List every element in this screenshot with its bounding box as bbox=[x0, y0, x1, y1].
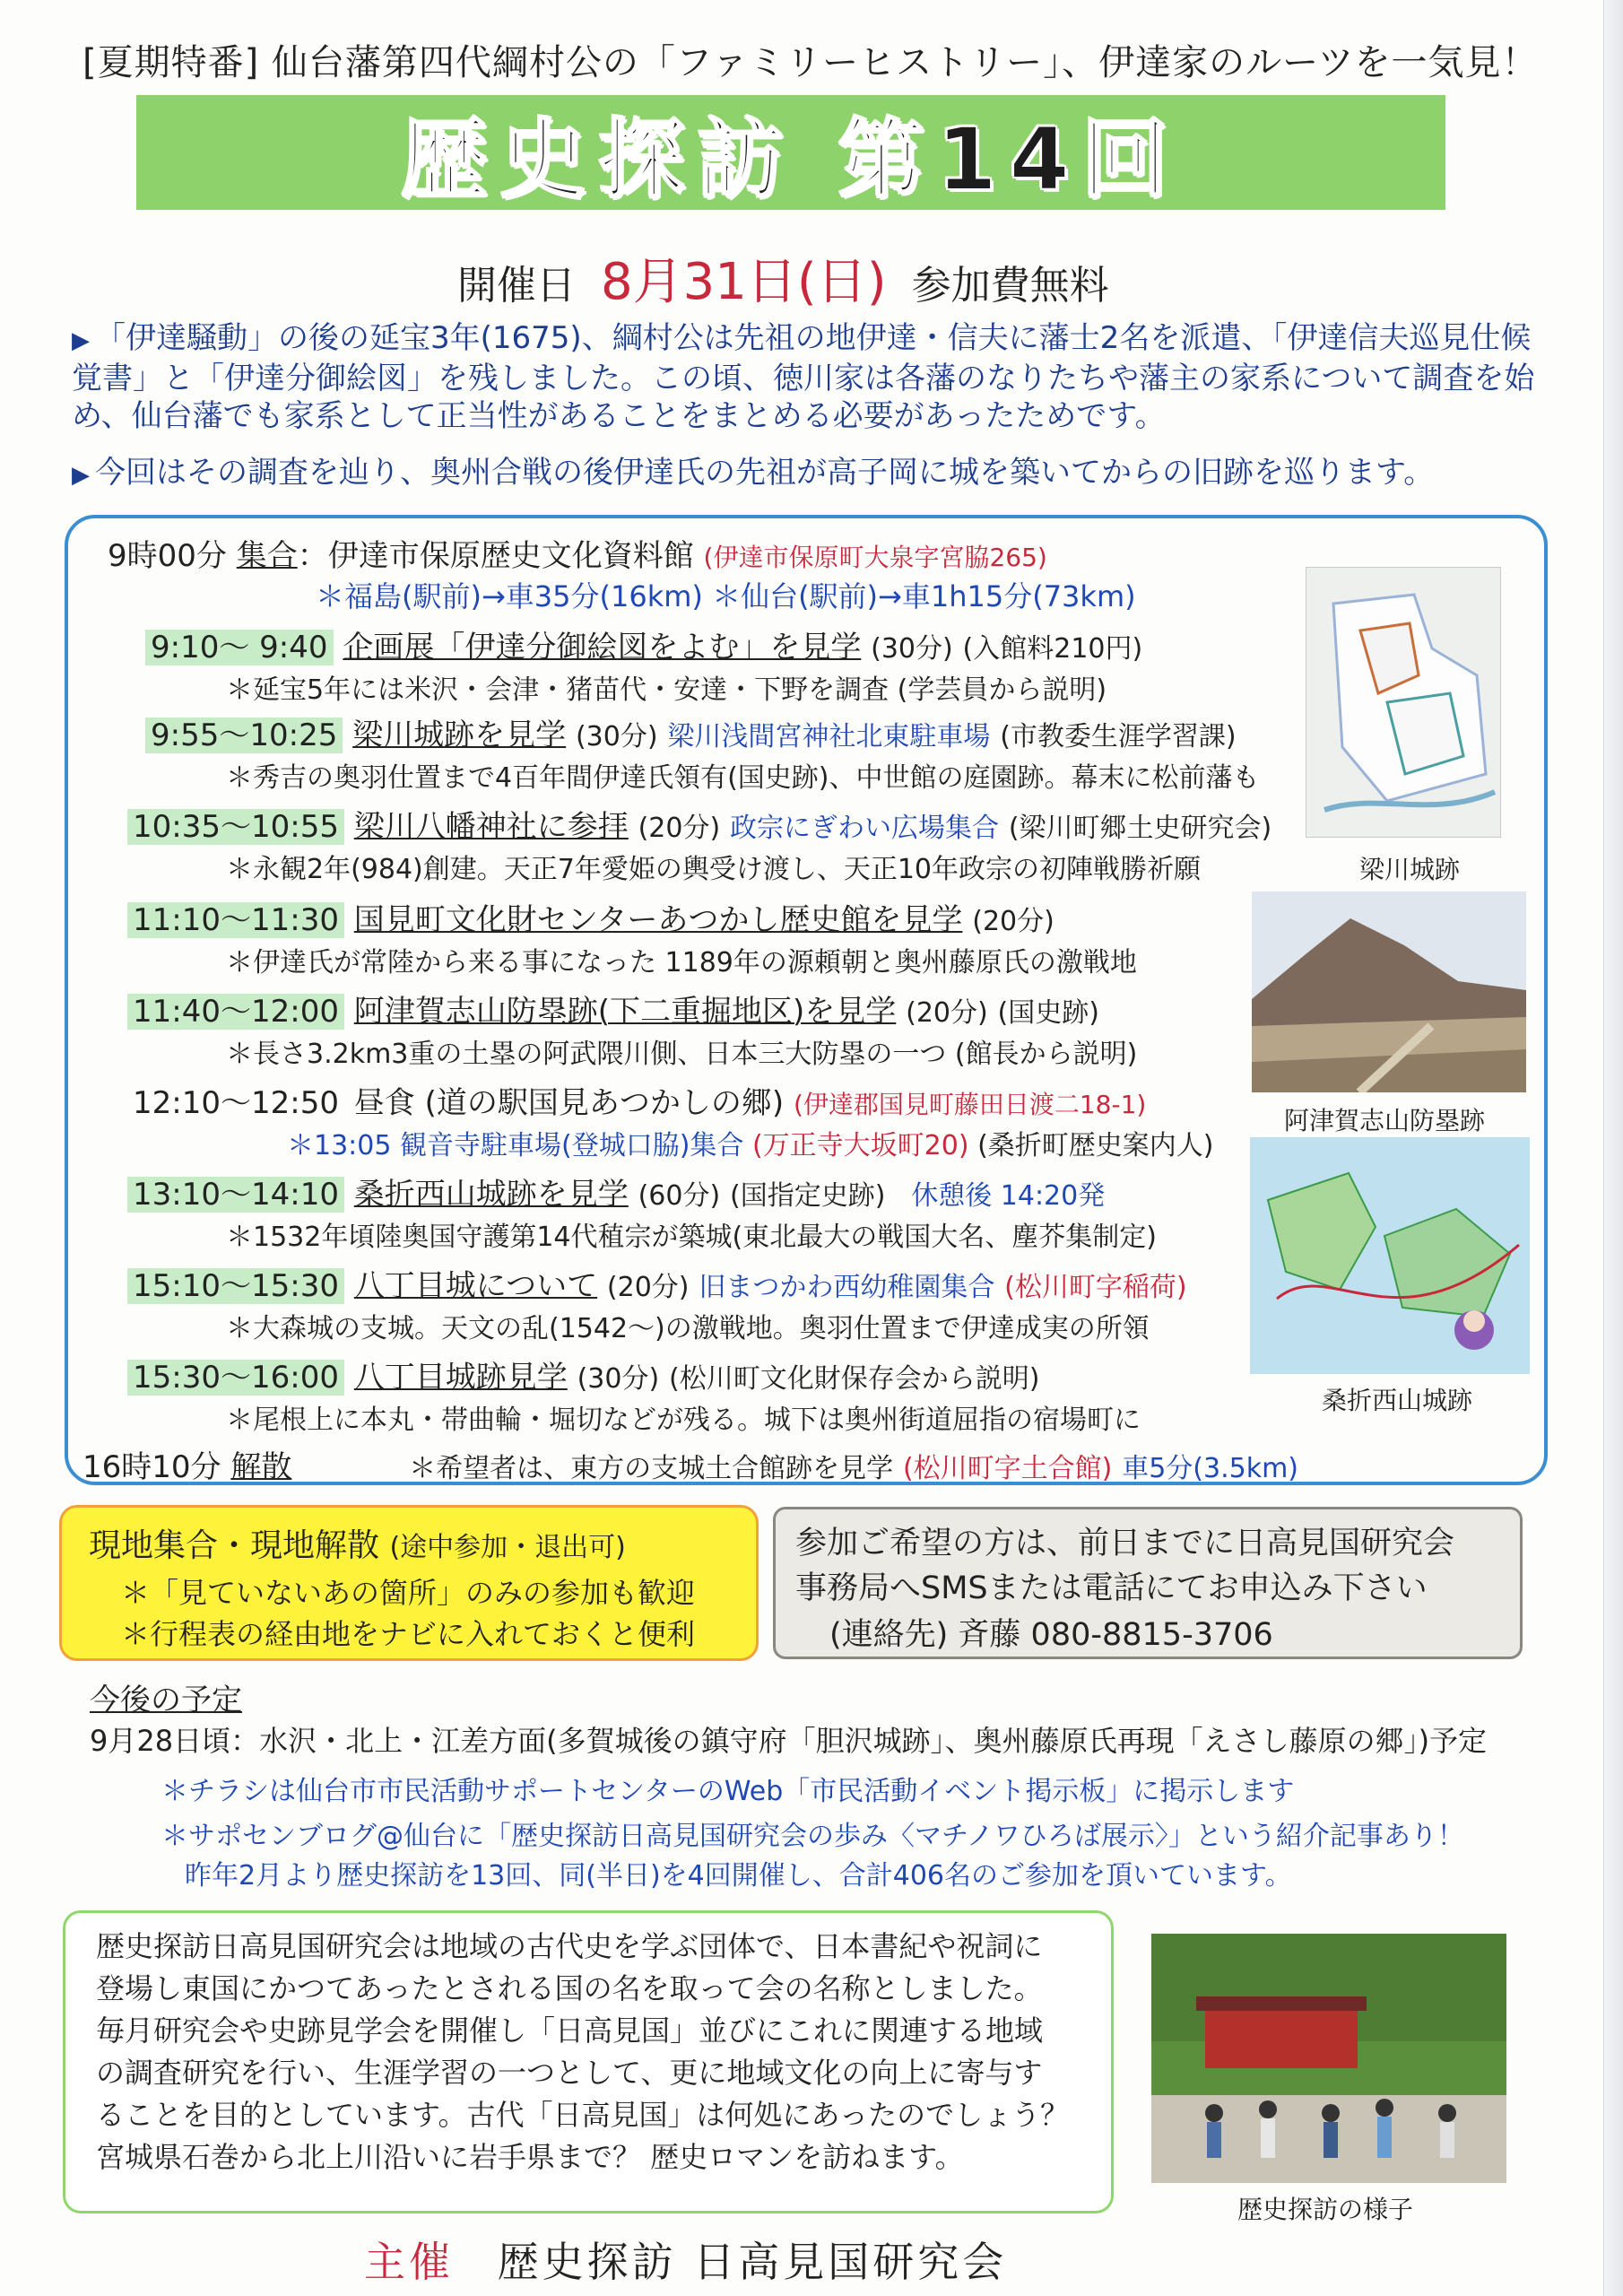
item-note-4: ＊伊達氏が常陸から来る事になった 1189年の源頼朝と奥州藤原氏の激戦地 bbox=[226, 947, 1137, 978]
contact-line-2: 事務局へSMSまたは電話にてお申込み下さい bbox=[795, 1570, 1428, 1606]
lunch-row: 12:10～12:50 昼食 (道の駅国見あつかしの郷) (伊達郡国見町藤田日渡二18-1) bbox=[133, 1085, 1147, 1121]
intro-paragraph-2: ▶ 今回はその調査を辿り、奥州合戦の後伊達氏の先祖が高子岡に城を築いてからの旧跡を巡ります。 bbox=[72, 455, 1435, 491]
item-note-7: ＊大森城の支城。天文の乱(1542～)の激戦地。奥羽仕置まで伊達成実の所領 bbox=[226, 1313, 1150, 1344]
meetup-line-1: ＊「見ていないあの箇所」のみの参加も歓迎 bbox=[121, 1576, 696, 1610]
about-line-5: ることを目的としています。古代「日高見国」は何処にあったのでしょう？ bbox=[96, 2098, 1070, 2132]
item-note-1: ＊延宝5年には米沢・会津・猪苗代・安達・下野を調査 (学芸員から説明) bbox=[226, 674, 1107, 706]
tagline: [夏期特番] 仙台藩第四代綱村公の「ファミリーヒストリー」、伊達家のルーツを一気見！ bbox=[82, 42, 1539, 83]
item-row-7: 15:10～15:30 八丁目城について (20分) 旧まつかわ西幼稚園集合 (松川町字稲荷) bbox=[127, 1261, 1187, 1305]
future-note-1: ＊チラシは仙台市市民活動サポートセンターのWeb「市民活動イベント掲示板」に掲示します bbox=[161, 1776, 1295, 1807]
photo-caption-4: 歴史探訪の様子 bbox=[1237, 2195, 1414, 2224]
castle-map-image bbox=[1306, 567, 1501, 838]
end-row: 16時10分 解散 ＊希望者は、東方の支城土合館跡を見学 (松川町字土合館) 車5分(3.5km) bbox=[82, 1449, 1299, 1485]
gather-row: 9時00分 集合：伊達市保原歴史文化資料館 (伊達市保原町大泉字宮脇265) bbox=[108, 538, 1047, 574]
fee-label: 参加費無料 bbox=[911, 263, 1109, 309]
item-note-6: ＊1532年頃陸奥国守護第14代稙宗が築城(東北最大の戦国大名、塵芥集制定) bbox=[226, 1222, 1157, 1253]
page-edge bbox=[1603, 0, 1623, 2296]
access-info: ＊福島(駅前)→車35分(16km) ＊仙台(駅前)→車1h15分(73km) bbox=[316, 579, 1136, 613]
organizer-line: 主催 歴史探訪 日高見国研究会 bbox=[364, 2238, 1008, 2286]
photo-caption-1: 梁川城跡 bbox=[1359, 855, 1461, 884]
contact-phone: (連絡先) 斉藤 080-8815-3706 bbox=[829, 1617, 1273, 1653]
item-row-6: 13:10～14:10 桑折西山城跡を見学 (60分) (国指定史跡) 休憩後 14:20発 bbox=[127, 1170, 1105, 1213]
triangle-bullet-icon: ▶ bbox=[72, 462, 90, 489]
about-line-2: 登場し東国にかつてあったとされる国の名を取って会の名称としました。 bbox=[96, 1971, 1043, 2005]
event-date-line bbox=[457, 242, 1109, 314]
item-row-2: 9:55～10:25 梁川城跡を見学 (30分) 梁川浅間宮神社北東駐車場 (市教委生涯学習課) bbox=[145, 710, 1237, 754]
tour-group-photo bbox=[1151, 1934, 1506, 2183]
about-box bbox=[63, 1910, 1114, 2213]
future-heading: 今後の予定 bbox=[90, 1683, 242, 1718]
triangle-bullet-icon: ▶ bbox=[72, 327, 90, 354]
topo-map-image bbox=[1250, 1137, 1530, 1374]
item-note-8: ＊尾根上に本丸・帯曲輪・堀切などが残る。城下は奥州街道屈指の宿場町に bbox=[226, 1405, 1141, 1436]
meetup-line-2: ＊行程表の経由地をナビに入れておくと便利 bbox=[121, 1617, 696, 1651]
mountain-photo bbox=[1252, 891, 1526, 1092]
item-note-5: ＊長さ3.2km3重の土塁の阿武隈川側、日本三大防塁の一つ (館長から説明) bbox=[226, 1039, 1138, 1070]
regroup-row: ＊13:05 観音寺駐車場(登城口脇)集合 (万正寺大坂町20) (桑折町歴史案内人) bbox=[287, 1130, 1214, 1161]
intro-paragraph-1: ▶ 「伊達騒動」の後の延宝3年(1675)、綱村公は先祖の地伊達・信夫に藩士2名を派遣、「伊達信夫巡見仕候覚書」と「伊達分御絵図」を残しました。この頃、徳川家は各藩のなりたちや藩主の家系について調査を始め、仙台藩でも家系として正当性があることをまとめる必要があったためです。 bbox=[72, 320, 1535, 434]
title-banner bbox=[136, 95, 1445, 210]
future-note-3: 昨年2月より歴史探訪を13回、同(半日)を4回開催し、合計406名のご参加を頂いています。 bbox=[185, 1860, 1292, 1892]
future-note-2: ＊サポセンブログ@仙台に「歴史探訪日高見国研究会の歩み〈マチノワひろば展示〉」という紹介記事あり！ bbox=[161, 1821, 1464, 1852]
page-title: 歴史探訪 第14回 bbox=[401, 109, 1181, 210]
contact-box bbox=[773, 1507, 1523, 1659]
about-line-1: 歴史探訪日高見国研究会は地域の古代史を学ぶ団体で、日本書紀や祝詞に bbox=[96, 1929, 1043, 1963]
photo-caption-2: 阿津賀志山防塁跡 bbox=[1284, 1106, 1486, 1135]
meetup-info-box bbox=[59, 1505, 759, 1661]
item-note-3: ＊永観2年(984)創建。天正7年愛姫の輿受け渡し、天正10年政宗の初陣戦勝祈願 bbox=[226, 854, 1202, 885]
item-row-5: 11:40～12:00 阿津賀志山防塁跡(下二重掘地区)を見学 (20分) (国史跡) bbox=[127, 987, 1099, 1031]
item-row-1: 9:10～ 9:40 企画展「伊達分御絵図をよむ」を見学 (30分) (入館料210円) bbox=[145, 622, 1142, 666]
item-note-2: ＊秀吉の奥羽仕置まで4百年間伊達氏領有(国史跡)、中世館の庭園跡。幕末に松前藩も bbox=[226, 762, 1260, 794]
about-line-4: の調査研究を行い、生涯学習の一つとして、更に地域文化の向上に寄与す bbox=[96, 2056, 1043, 2090]
meetup-title: 現地集合・現地解散 (途中参加・退出可) bbox=[89, 1527, 626, 1564]
photo-caption-3: 桑折西山城跡 bbox=[1322, 1386, 1473, 1415]
item-row-8: 15:30～16:00 八丁目城跡見学 (30分) (松川町文化財保存会から説明) bbox=[127, 1352, 1039, 1396]
future-plan: 9月28日頃：水沢・北上・江差方面(多賀城後の鎮守府「胆沢城跡」、奥州藤原氏再現「えさし藤原の郷」)予定 bbox=[90, 1724, 1488, 1758]
about-line-3: 毎月研究会や史跡見学会を開催し「日高見国」並びにこれに関連する地域 bbox=[96, 2013, 1044, 2048]
item-row-3: 10:35～10:55 梁川八幡神社に参拝 (20分) 政宗にぎわい広場集合 (梁川町郷土史研究会) bbox=[127, 802, 1271, 846]
item-row-4: 11:10～11:30 国見町文化財センターあつかし歴史館を見学 (20分) bbox=[127, 895, 1055, 939]
about-line-6: 宮城県石巻から北上川沿いに岩手県まで？ 歴史ロマンを訪ねます。 bbox=[96, 2140, 964, 2174]
date-value: 8月31日(日) bbox=[601, 253, 887, 311]
date-label: 開催日 bbox=[457, 263, 576, 309]
contact-line-1: 参加ご希望の方は、前日までに日高見国研究会 bbox=[795, 1526, 1455, 1561]
